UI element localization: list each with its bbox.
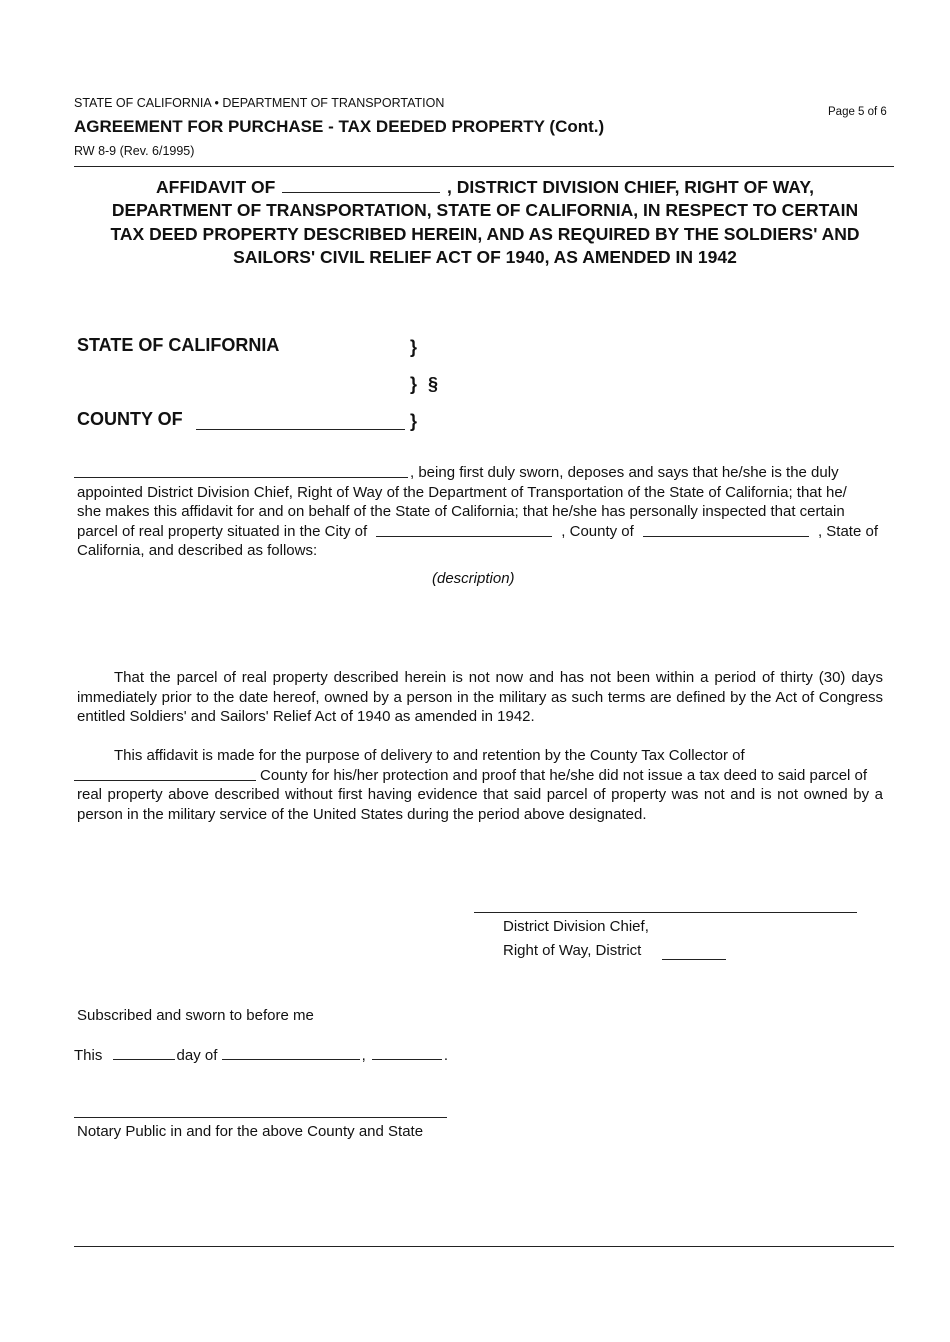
affidavit-title-line4: SAILORS' CIVIL RELIEF ACT OF 1940, AS AMENDED IN 1942 — [233, 246, 737, 267]
agency-name: STATE OF CALIFORNIA • DEPARTMENT OF TRANSPORTATION — [74, 96, 445, 110]
tax-collector-county-field[interactable] — [74, 766, 256, 781]
venue-county-label: COUNTY OF — [77, 409, 183, 429]
signature-title-1: District Division Chief, — [503, 918, 649, 935]
signature-line[interactable] — [474, 912, 857, 913]
notary-month-field[interactable] — [222, 1045, 360, 1060]
notary-date-line: This day of , . — [74, 1047, 449, 1064]
county-field[interactable] — [643, 522, 809, 537]
notary-signature-line[interactable] — [74, 1117, 447, 1118]
venue-brace-3: } — [410, 411, 418, 431]
notary-year-field[interactable] — [372, 1045, 442, 1060]
footer-divider — [74, 1246, 894, 1247]
header-divider — [74, 166, 894, 167]
section-symbol: § — [428, 374, 439, 394]
venue-county-field[interactable] — [196, 429, 405, 430]
affidavit-title — [74, 174, 896, 269]
affidavit-title-line1: AFFIDAVIT OF , DISTRICT DIVISION CHIEF, RIGHT OF WAY, — [74, 174, 896, 199]
subscribed-sworn-text: Subscribed and sworn to before me — [77, 1007, 314, 1024]
form-number: RW 8-9 (Rev. 6/1995) — [74, 144, 195, 158]
notary-caption: Notary Public in and for the above County and State — [77, 1123, 424, 1140]
city-field[interactable] — [376, 522, 552, 537]
page-number: Page 5 of 6 — [828, 106, 887, 118]
signature-title-2: Right of Way, District — [503, 942, 642, 959]
venue-state-label: STATE OF CALIFORNIA — [77, 335, 280, 355]
affidavit-title-line2: DEPARTMENT OF TRANSPORTATION, STATE OF CALIFORNIA, IN RESPECT TO CERTAIN — [111, 200, 859, 221]
venue-brace-1: } — [410, 337, 418, 357]
paragraph-purpose: This affidavit is made for the purpose of delivery to and retention by the County Tax Collector of County for his/her protection and proof that he/she did not issue a tax deed to said parcel of real property above described without first having evidence that said parcel of property was not and is not owned by a person in the military service of the United States during the period above designated. — [74, 746, 892, 824]
notary-day-field[interactable] — [113, 1045, 175, 1060]
form-title: AGREEMENT FOR PURCHASE - TAX DEEDED PROPERTY (Cont.) — [74, 117, 605, 136]
affidavit-title-line3: TAX DEED PROPERTY DESCRIBED HEREIN, AND AS REQUIRED BY THE SOLDIERS' AND — [110, 223, 860, 244]
affiant-name-field[interactable] — [282, 174, 440, 193]
affiant-signature-name-field[interactable] — [74, 463, 408, 478]
paragraph-affiant: , being first duly sworn, deposes and says that he/she is the duly appointed District Division Chief, Right of Way of the Department of Transportation of the State of California; that he/ she makes this affidavit for and on behalf of the State of California; that he/she has personally inspected that certain parcel of real property situated in the City of , County of , State of California, and described as follows: — [74, 463, 878, 561]
venue-brace-2: } — [410, 374, 418, 394]
district-number-field[interactable] — [662, 959, 726, 960]
paragraph-military-status: That the parcel of real property described herein is not now and has not been within a period of thirty (30) days immediately prior to the date hereof, owned by a person in the military as such terms are defined by the Act of Congress entitled Soldiers' and Sailors' Relief Act of 1940 as amended in 1942. — [77, 669, 883, 726]
description-label: (description) — [432, 570, 515, 587]
